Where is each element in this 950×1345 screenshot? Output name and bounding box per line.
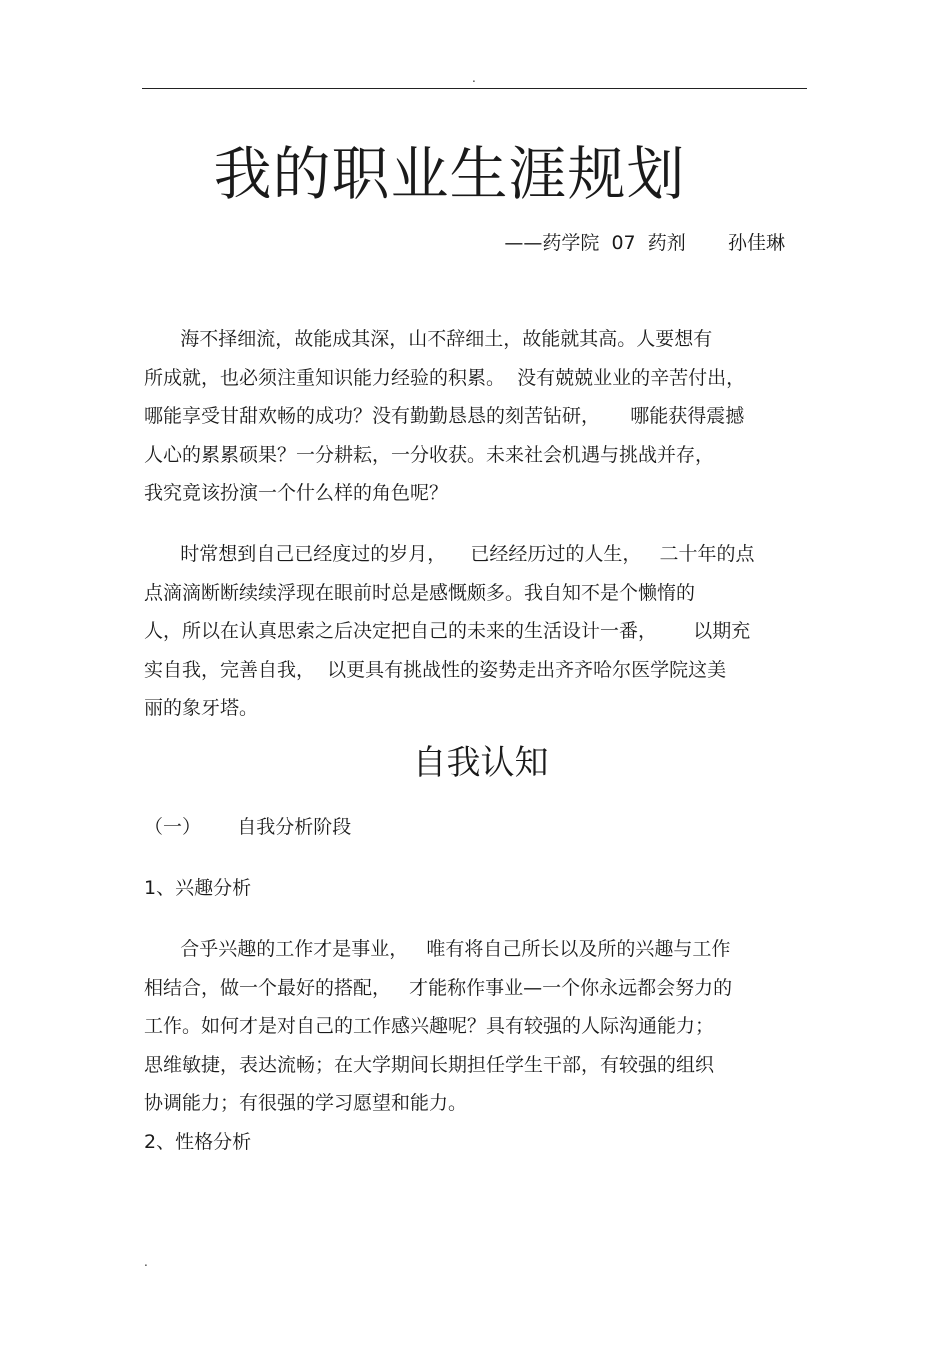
paragraph-line: 人心的累累硕果？一分耕耘，一分收获。未来社会机遇与挑战并存， — [144, 443, 715, 466]
section-heading: 自我认知 — [412, 743, 549, 783]
interest-paragraph — [144, 930, 810, 1123]
paragraph-line: 时常想到自己已经度过的岁月， 已经经历过的人生， 二十年的点 — [144, 543, 755, 565]
footer-dot: . — [144, 1255, 148, 1269]
header-dot: . — [472, 71, 476, 85]
paragraph-line: 我究竟该扮演一个什么样的角色呢？ — [144, 482, 449, 504]
paragraph-line: 丽的象牙塔。 — [144, 697, 259, 719]
header-rule — [142, 88, 807, 89]
paragraph-line: 哪能享受甘甜欢畅的成功？没有勤勤恳恳的刻苦钻研， 哪能获得震撼 — [144, 405, 745, 427]
intro-paragraph-1 — [144, 320, 810, 513]
paragraph-line: 协调能力；有很强的学习愿望和能力。 — [144, 1092, 468, 1114]
interest-heading: 1、兴趣分析 — [144, 877, 252, 899]
paragraph-line: 合乎兴趣的工作才是事业， 唯有将自己所长以及所的兴趣与工作 — [144, 938, 731, 960]
document-title: 我的职业生涯规划 — [213, 140, 686, 208]
paragraph-line: 点滴滴断断续续浮现在眼前时总是感慨颇多。我自知不是个懒惰的 — [144, 581, 696, 604]
paragraph-line: 人，所以在认真思索之后决定把自己的未来的生活设计一番， 以期充 — [144, 620, 751, 642]
paragraph-line: 实自我，完善自我， 以更具有挑战性的姿势走出齐齐哈尔医学院这美 — [144, 658, 727, 681]
paragraph-line: 思维敏捷，表达流畅；在大学期间长期担任学生干部，有较强的组织 — [144, 1053, 715, 1076]
intro-paragraph-2 — [144, 535, 810, 728]
paragraph-line: 海不择细流，故能成其深，山不辞细土，故能就其高。人要想有 — [144, 328, 713, 350]
paragraph-line: 工作。如何才是对自己的工作感兴趣呢？具有较强的人际沟通能力； — [144, 1015, 715, 1037]
personality-heading: 2、性格分析 — [144, 1131, 252, 1153]
paragraph-line: 所成就，也必须注重知识能力经验的积累。 没有兢兢业业的辛苦付出， — [144, 366, 746, 389]
author-byline: ——药学院 07 药剂 孙佳琳 — [504, 232, 785, 254]
paragraph-line: 相结合，做一个最好的搭配， 才能称作事业—一个你永远都会努力的 — [144, 976, 733, 999]
stage-heading: （一） 自我分析阶段 — [144, 816, 352, 838]
